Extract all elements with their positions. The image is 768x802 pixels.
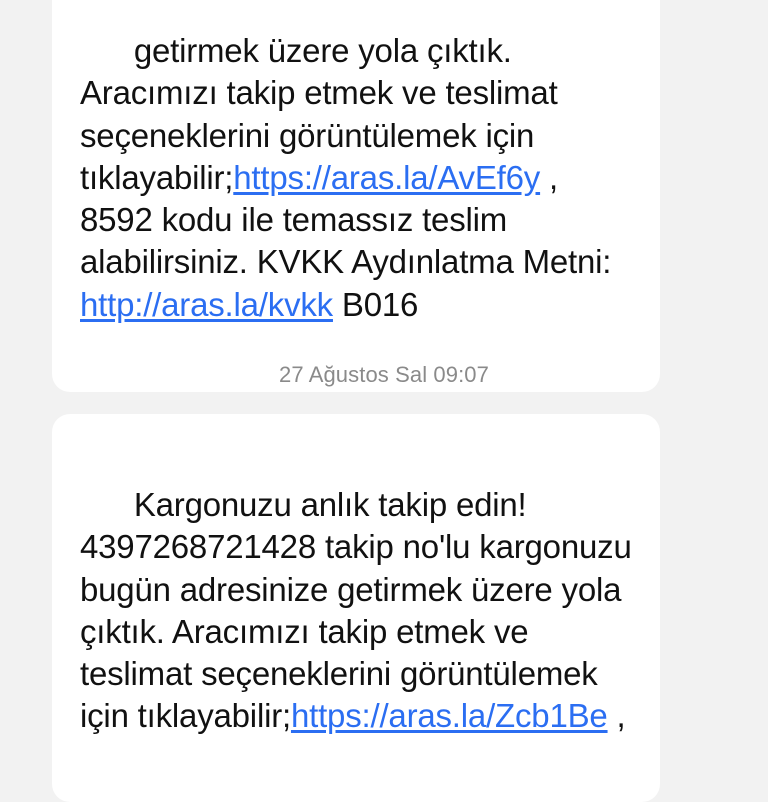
kvkk-link[interactable]: http://aras.la/kvkk [80, 285, 333, 323]
message-segment-text: Kargonuzu anlık takip edin! 4397268721428 takip no'lu kargonuzu bugün adresinize getirmek üzere yola çıktık. Aracımızı takip etmek ve teslimat seçeneklerini görüntülemek için tıklayabilir; [80, 486, 641, 735]
tracking-link[interactable]: https://aras.la/Zcb1Be [290, 697, 608, 735]
tracking-link[interactable]: https://aras.la/AvEf6y [233, 158, 541, 196]
message-segment-text: , [607, 697, 626, 735]
message-segment-text: B016 [332, 285, 419, 323]
message-bubble-incoming-2[interactable] [52, 414, 660, 802]
message-segment-text: getirmek üzere yola çıktık. Aracımızı takip etmek ve teslimat seçeneklerini görüntülemek için tıklayabilir; [80, 32, 567, 196]
message-timestamp: 27 Ağustos Sal 09:07 [279, 362, 489, 387]
message-text-2 [80, 442, 641, 780]
message-text-1 [80, 0, 632, 368]
message-segment-text: , 8592 kodu ile temassız teslim alabilirsiniz. KVKK Aydınlatma Metni: [80, 158, 621, 281]
message-bubble-incoming-1[interactable] [52, 0, 660, 392]
